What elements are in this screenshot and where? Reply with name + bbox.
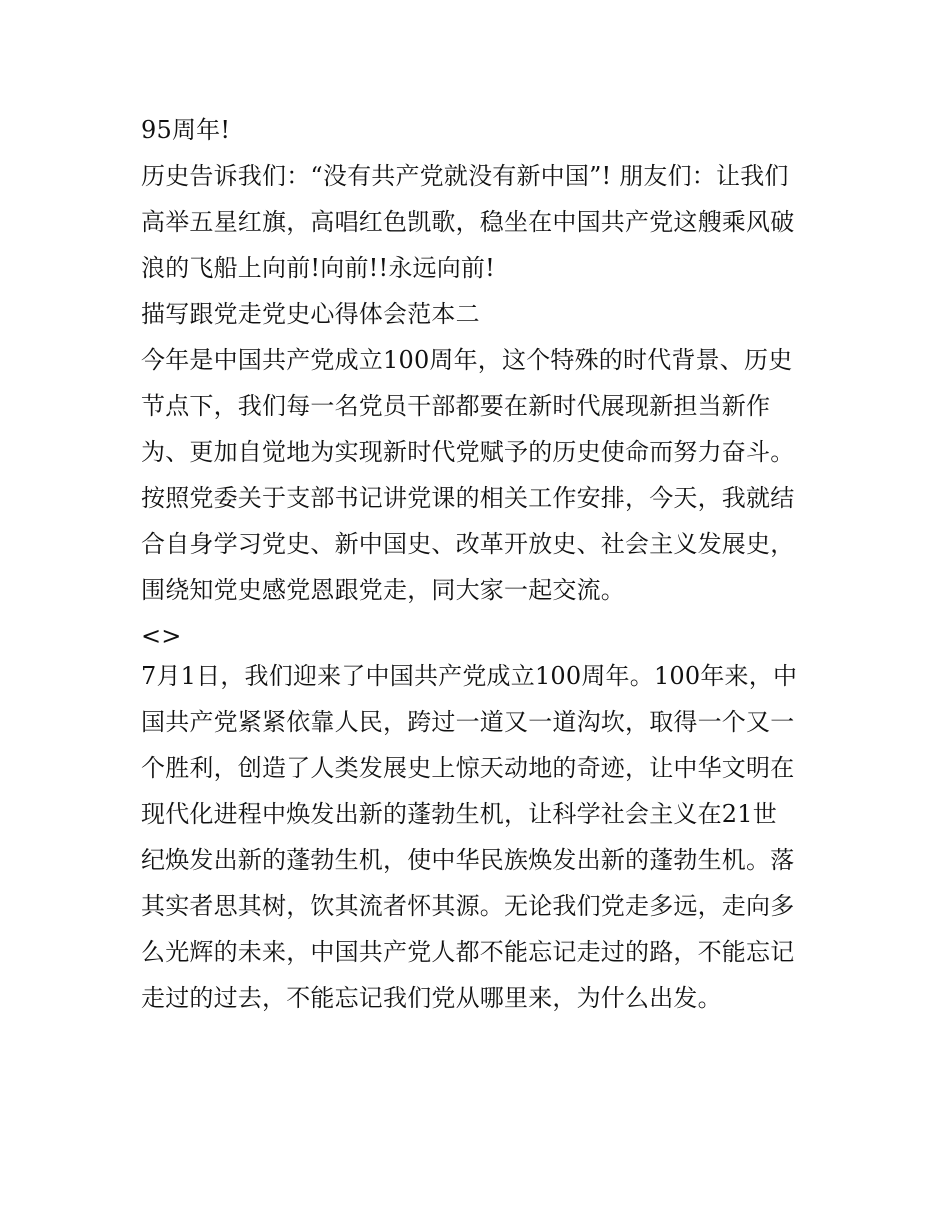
text-line: 按照党委关于支部书记讲党课的相关工作安排，今天，我就结 [141,484,795,512]
text-line: 合自身学习党史、新中国史、改革开放史、社会主义发展史， [141,530,795,558]
text-line: 今年是中国共产党成立100周年，这个特殊的时代背景、历史 [141,346,793,374]
text-line: 现代化进程中焕发出新的蓬勃生机，让科学社会主义在21世 [141,800,777,828]
section-heading: 描写跟党走党史心得体会范本二 [141,300,480,328]
document-body [141,112,821,1026]
text-line: 个胜利，创造了人类发展史上惊天动地的奇迹，让中华文明在 [141,754,795,782]
text-line: 节点下，我们每一名党员干部都要在新时代展现新担当新作 [141,392,771,420]
text-line: 浪的飞船上向前!向前!!永远向前! [141,254,495,282]
text-line: 走过的过去，不能忘记我们党从哪里来，为什么出发。 [141,984,722,1012]
text-line: 么光辉的未来，中国共产党人都不能忘记走过的路，不能忘记 [141,938,795,966]
text-line: 纪焕发出新的蓬勃生机，使中华民族焕发出新的蓬勃生机。落 [141,846,795,874]
text-line: 为、更加自觉地为实现新时代党赋予的历史使命而努力奋斗。 [141,438,795,466]
text-line: 其实者思其树，饮其流者怀其源。无论我们党走多远，走向多 [141,892,795,920]
text-line: 围绕知党史感党恩跟党走，同大家一起交流。 [141,576,625,604]
text-line: 历史告诉我们：“没有共产党就没有新中国”! 朋友们：让我们 [141,162,789,190]
text-line: 高举五星红旗，高唱红色凯歌，稳坐在中国共产党这艘乘风破 [141,208,795,236]
text-line: 7月1日，我们迎来了中国共产党成立100周年。100年来，中 [141,662,798,690]
text-line: 国共产党紧紧依靠人民，跨过一道又一道沟坎，取得一个又一 [141,708,795,736]
placeholder-marker: <> [141,622,182,650]
text-line: 95周年! [141,116,231,144]
